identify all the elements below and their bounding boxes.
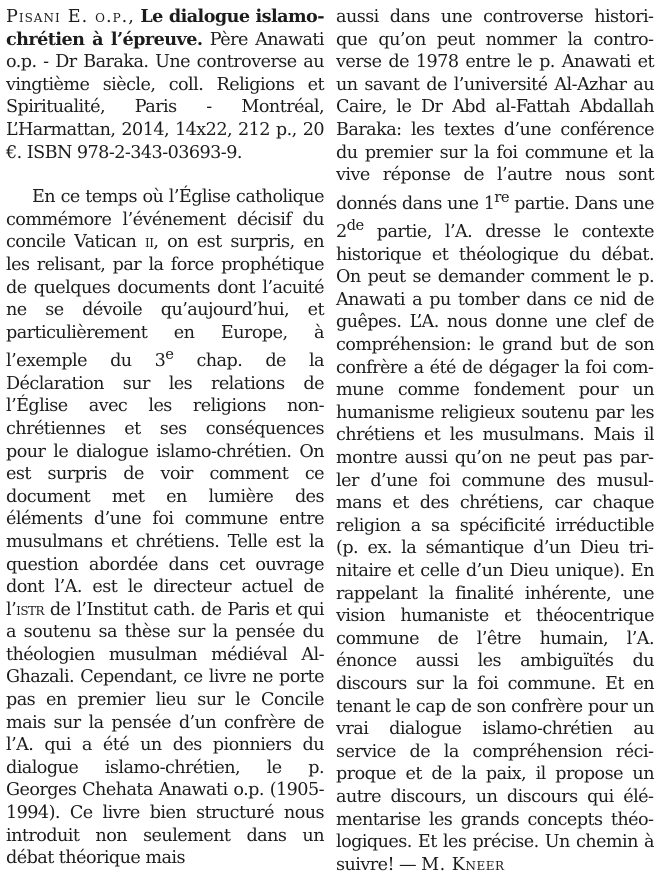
right-column [336,6,654,876]
review-paragraph-1 [6,186,324,870]
superscript: e [165,346,174,364]
book-details: Père Anawati o.p. - Dr Baraka. Une controverse au vingtième siècle, coll. Religions et Spiritualité, Paris - Montréal, L’Harmattan, 2014, 14x22, 212 p., 20 €. ISBN 978-2-343-03693-9. [6,29,324,163]
book-title: Le dialogue islamo-chrétien à l’épreuve. [6,6,324,50]
text-segment: partie. Dans une 2 [336,193,654,243]
text-segment: de l’Institut cath. de Paris et qui a soutenu sa thèse sur la pensée du théologien musulman médiéval Al-Ghazali. Cependant, ce livre ne porte pas en premier lieu sur le Concile mais sur la pensée d’un confrère de l’A. qui a été un des pionniers du dialogue islamo-chrétien, le p. Georges Chehata Anawati o.p. (1905-1994). Ce livre bien structuré nous introduit non seulement dans un débat théorique mais [6,599,324,869]
superscript: de [346,217,364,235]
review-paragraph-1-continued [336,6,654,876]
left-column [6,6,324,870]
superscript: re [494,188,510,206]
roman-numeral: ii [145,232,154,253]
text-segment: partie, l’A. dresse le contexte historique et théologique du débat. On peut se demander comment le p. Anawati a pu tomber dans ce nid de guêpes. L’A. nous donne une clef de compréhension: le grand but de son confrère a été de dégager la foi commune comme fondement pour un humanisme religieux soutenu par les chrétiens et les musulmans. Mais il montre aussi qu’on ne peut pas parler d’une foi commune des musulmans et des chrétiens, car chaque religion a sa spécificité irréductible (p. ex. la sémantique d’un Dieu trinitaire et celle d’un Dieu unique). En rappelant la finalité inhérente, une vision humaniste et théocentrique commune de l’être humain, l’A. énonce aussi les ambiguïtés du discours sur la foi commune. Et en tenant le cap de son confrère pour un vrai dialogue islamo-chrétien au service de la compréhension réciproque et de la paix, il propose un autre discours, un discours qui élémentarise les grands concepts théologiques. Et les précise. Un chemin à suivre! — [336,222,654,875]
review-author: Pisani E. o.p., [6,7,135,27]
text-segment: , on est surpris, en les relisant, par la force prophétique de quelques documents dont l’acuité ne se dévoile qu’aujourd’hui, et particulièrement en Europe, à l’exemple du 3 [6,232,324,372]
acronym: istr [16,599,44,620]
text-segment: En ce temps où l’Église catholique commémore l’événement décisif du concile Vatican [6,187,324,253]
reviewer-signature: M. Kneer [421,854,505,875]
text-segment: aussi dans une controverse historique qu’on peut nommer la controverse de 1978 entre le p. Anawati et un savant de l’université Al-Azhar au Caire, le Dr Abd al-Fattah Abdallah Baraka: les textes d’une conférence du premier sur la foi commune et la vive réponse de l’autre nous sont donnés dans une 1 [336,7,654,214]
text-segment: chap. de la Déclaration sur les relations de l’Église avec les religions non-chrétiennes et ses conséquences pour le dialogue islamo-chrétien. On est surpris de voir comment ce document met en lumière des éléments d’une foi commune entre musulmans et chrétiens. Telle est la question abordée dans cet ouvrage dont l’A. est le directeur actuel de l’ [6,351,324,620]
bibliographic-reference [6,6,324,164]
